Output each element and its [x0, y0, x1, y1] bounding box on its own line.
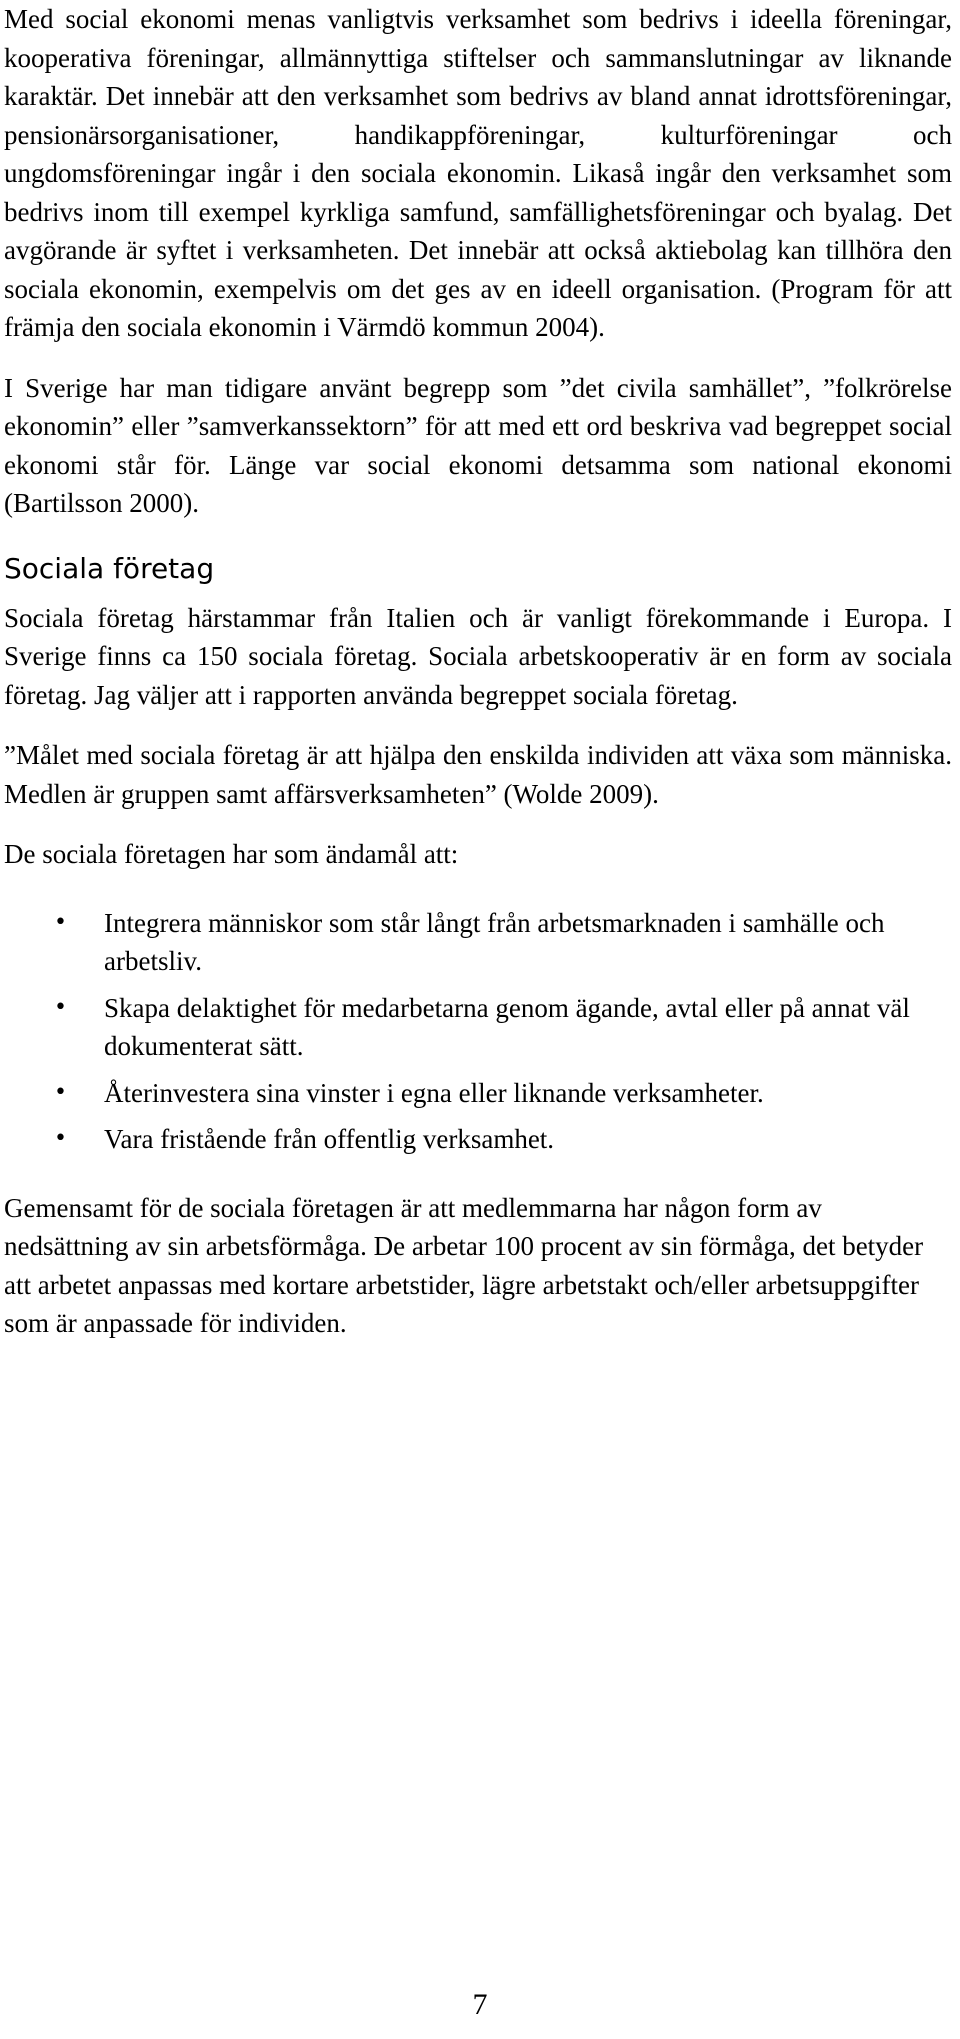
section-heading: Sociala företag	[4, 551, 215, 585]
bullet-icon: •	[54, 1126, 67, 1151]
list-item	[4, 989, 952, 1066]
document-page	[4, 0, 952, 1343]
paragraph-social-enterprises: Sociala företag härstammar från Italien och är vanligt förekommande i Europa. I Sverige finns ca 150 sociala företag. Sociala arbetskooperativ är en form av sociala företag. Jag väljer att i rapporten använda begreppet sociala företag.	[4, 602, 952, 710]
page-number: 7	[472, 1988, 488, 2021]
bullet-icon: •	[54, 994, 67, 1020]
list-item	[4, 904, 952, 981]
list-item	[4, 1120, 952, 1159]
paragraph-social-economy-definition: Med social ekonomi menas vanligtvis verksamhet som bedrivs i ideella föreningar, kooperativa föreningar, allmännyttiga stiftelser och sammanslutningar av liknande karaktär. Det innebär att den verksamhet som bedrivs av bland annat idrottsföreningar, pensionärsorganisationer, handikappföreningar, kulturföreningar och ungdomsföreningar ingår i den sociala ekonomin. Likaså ingår den verksamhet som bedrivs inom till exempel kyrkliga samfund, samfällighetsföreningar och byalag. Det avgörande är syftet i verksamheten. Det innebär att också aktiebolag kan tillhöra den sociala ekonomin, exempelvis om det ges av en ideell organisation. (Program för att främja den sociala ekonomin i Värmdö kommun 2004).	[4, 4, 952, 342]
list-item	[4, 1074, 952, 1113]
list-item-text: Vara fristående från offentlig verksamhet.	[104, 1124, 555, 1154]
list-item-text: Återinvestera sina vinster i egna eller liknande verksamheter.	[104, 1077, 764, 1108]
bullet-icon: •	[54, 1079, 67, 1105]
paragraph-terminology: I Sverige har man tidigare använt begrepp som ”det civila samhället”, ”folkrörelse ekonomin” eller ”samverkanssektorn” för att med ett ord beskriva vad begreppet social ekonomi står för. Länge var social ekonomi detsamma som national ekonomi (Bartilsson 2000).	[4, 372, 952, 518]
paragraph-purpose-intro: De sociala företagen har som ändamål att:	[4, 839, 459, 869]
purpose-list	[4, 904, 952, 1159]
list-item-text: Integrera människor som står långt från arbetsmarknaden i samhälle och arbetsliv.	[104, 907, 885, 976]
paragraph-common-traits: Gemensamt för de sociala företagen är att medlemmarna har någon form av nedsättning av sin arbetsförmåga. De arbetar 100 procent av sin förmåga, det betyder att arbetet anpassas med kortare arbetstider, lägre arbetstakt och/eller arbetsuppgifter som är anpassade för individen.	[4, 1192, 924, 1338]
list-item-text: Skapa delaktighet för medarbetarna genom ägande, avtal eller på annat väl dokumenterat sätt.	[104, 992, 910, 1061]
paragraph-quote: ”Målet med sociala företag är att hjälpa den enskilda individen att växa som människa. Medlen är gruppen samt affärsverksamheten” (Wolde 2009).	[4, 740, 952, 809]
bullet-icon: •	[54, 909, 67, 935]
